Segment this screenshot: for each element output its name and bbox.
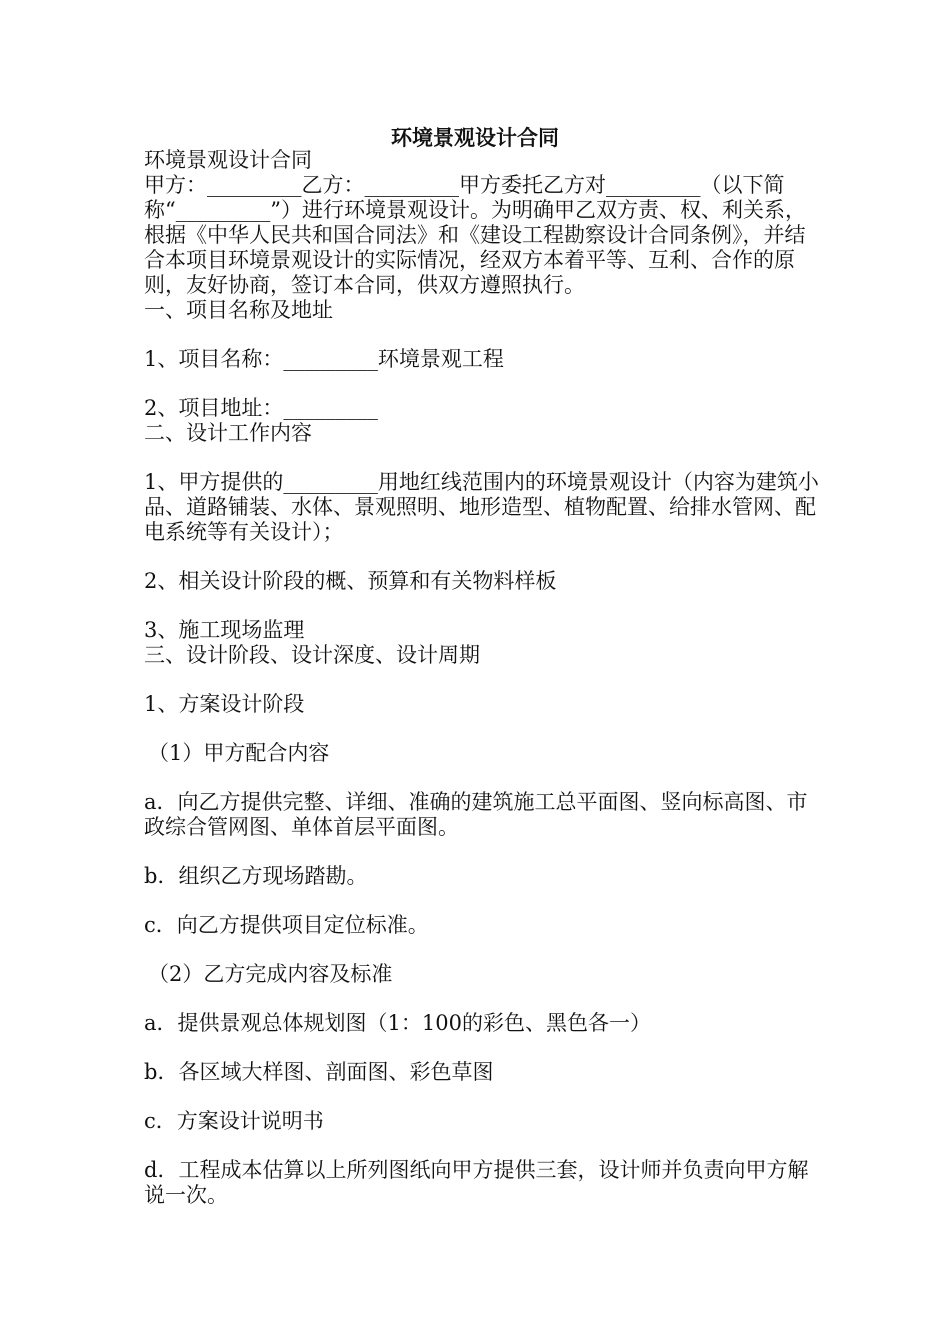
paragraph-item-b1: b．组织乙方现场踏勘。 [144, 864, 368, 888]
paragraph-supervision: 3、施工现场监理 [144, 618, 305, 642]
paragraph-scheme-stage: 1、方案设计阶段 [144, 692, 305, 716]
section-heading-3: 三、设计阶段、设计深度、设计周期 [144, 643, 480, 667]
paragraph-party-b-deliverables: （2）乙方完成内容及标准 [148, 962, 393, 986]
paragraph-contract-name: 环境景观设计合同 [144, 148, 312, 172]
paragraph-item-b2: b．各区域大样图、剖面图、彩色草图 [144, 1060, 494, 1084]
paragraph-item-c2: c．方案设计说明书 [144, 1109, 324, 1133]
document-body [144, 148, 824, 1208]
paragraph-budget: 2、相关设计阶段的概、预算和有关物料样板 [144, 569, 557, 593]
paragraph-item-a1: a．向乙方提供完整、详细、准确的建筑施工总平面图、竖向标高图、市政综合管网图、单体首层平面图。 [144, 790, 808, 839]
paragraph-item-d2: d．工程成本估算以上所列图纸向甲方提供三套，设计师并负责向甲方解说一次。 [144, 1158, 809, 1207]
paragraph-item-c1: c．向乙方提供项目定位标准。 [144, 913, 429, 937]
section-heading-2: 二、设计工作内容 [144, 421, 312, 445]
paragraph-party-a-cooperation: （1）甲方配合内容 [148, 741, 330, 765]
paragraph-parties: 甲方：_________乙方：_________甲方委托乙方对_________（以下简称“_________”）进行环境景观设计。为明确甲乙双方责、权、利关系，根据《中华人民共和国合同法》和《建设工程勘察设计合同条例》，并结合本项目环境景观设计的实际情况，经双方本着平等、互利、合作的原则，友好协商，签订本合同，供双方遵照执行。 [144, 173, 806, 297]
paragraph-project-name: 1、项目名称：_________环境景观工程 [144, 347, 504, 371]
paragraph-project-address: 2、项目地址：_________ [144, 396, 378, 420]
document-title: 环境景观设计合同 [391, 125, 559, 150]
paragraph-item-a2: a．提供景观总体规划图（1：100的彩色、黑色各一） [144, 1011, 651, 1035]
paragraph-design-scope: 1、甲方提供的_________用地红线范围内的环境景观设计（内容为建筑小品、道路铺装、水体、景观照明、地形造型、植物配置、给排水管网、配电系统等有关设计）； [144, 470, 819, 544]
section-heading-1: 一、项目名称及地址 [144, 298, 333, 322]
